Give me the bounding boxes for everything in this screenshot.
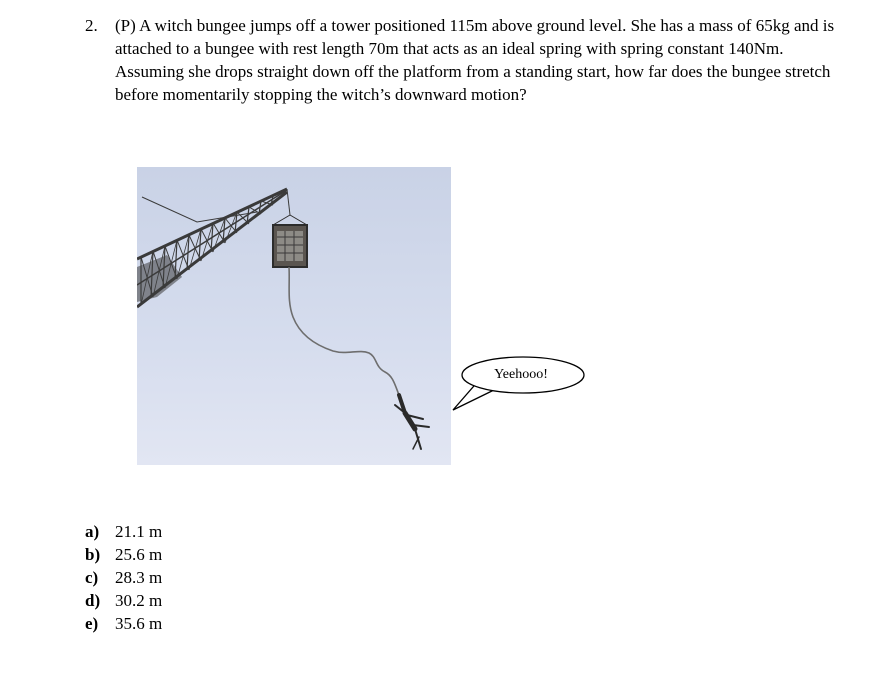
question-number: 2. bbox=[85, 16, 98, 35]
answer-value: 30.2 m bbox=[115, 591, 163, 610]
answer-letter: e) bbox=[85, 614, 99, 633]
answer-option-c bbox=[85, 566, 162, 589]
answer-option-d bbox=[85, 589, 162, 612]
answer-list bbox=[85, 520, 162, 635]
speech-bubble-text: Yeehooo! bbox=[494, 367, 548, 382]
answer-value: 21.1 m bbox=[115, 522, 163, 541]
answer-letter: d) bbox=[85, 591, 101, 610]
answer-option-b bbox=[85, 543, 162, 566]
question-text: (P) A witch bungee jumps off a tower positioned 115m above ground level. She has a mass of 65kg and is attached to a bungee with rest length 70m that acts as an ideal spring with spring constant 140Nm. Assuming she drops straight down off the platform from a standing start, how far does the bungee stretch before momentarily stopping the witch’s downward motion? bbox=[115, 16, 835, 104]
answer-value: 35.6 m bbox=[115, 614, 163, 633]
answer-value: 25.6 m bbox=[115, 545, 163, 564]
answer-letter: c) bbox=[85, 568, 99, 587]
answer-letter: a) bbox=[85, 522, 100, 541]
bungee-photo bbox=[137, 167, 451, 465]
question-block bbox=[85, 14, 845, 106]
answer-letter: b) bbox=[85, 545, 101, 564]
answer-value: 28.3 m bbox=[115, 568, 163, 587]
answer-option-e bbox=[85, 612, 162, 635]
answer-option-a bbox=[85, 520, 162, 543]
sky-background bbox=[137, 167, 451, 465]
